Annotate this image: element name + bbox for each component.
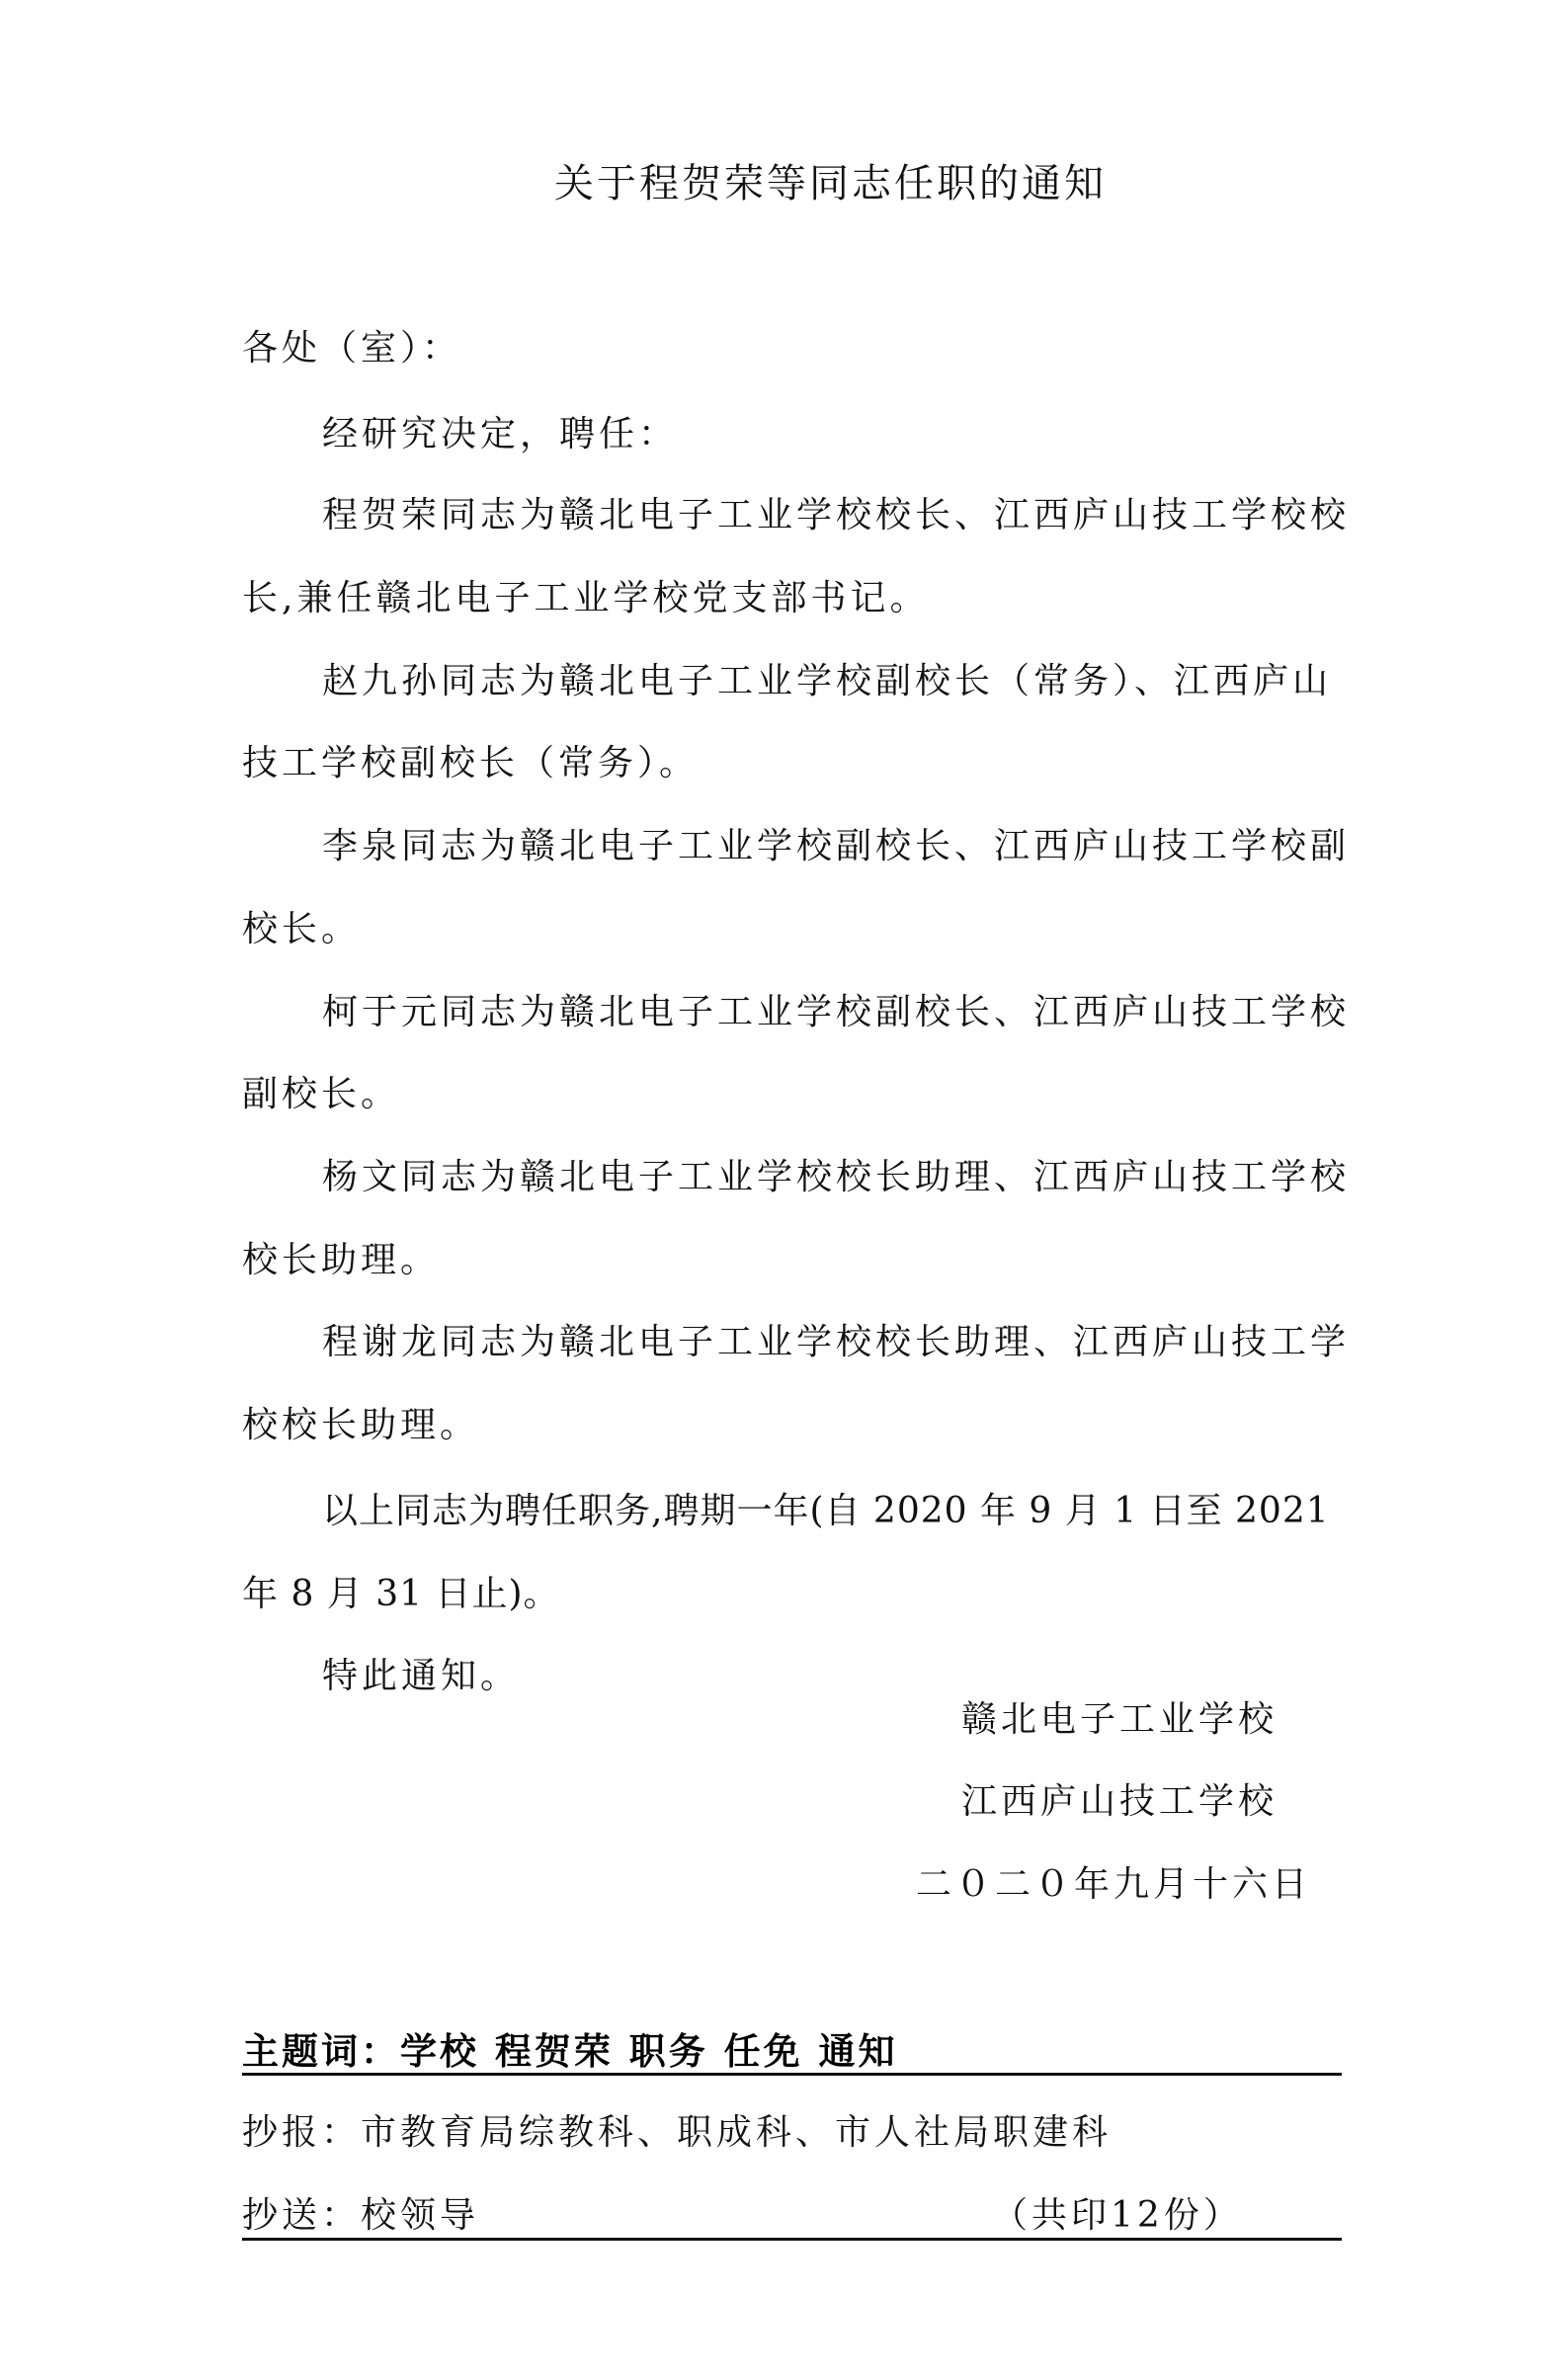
paragraph-line: 杨文同志为赣北电子工业学校校长助理、江西庐山技工学校 [322, 1157, 1351, 1197]
paragraph-line: 校长助理。 [242, 1240, 441, 1280]
paragraph-line: 校长。 [242, 909, 362, 949]
paragraph-line: 李泉同志为赣北电子工业学校副校长、江西庐山技工学校副 [322, 826, 1351, 866]
paragraph-line: 程贺荣同志为赣北电子工业学校校长、江西庐山技工学校校 [322, 495, 1351, 535]
footer-rule-bottom [242, 2238, 1342, 2241]
paragraph-line: 校校长助理。 [242, 1405, 480, 1445]
footer-rule-top [242, 2073, 1342, 2076]
paragraph-line: 副校长。 [242, 1074, 401, 1114]
copies-count: （共印12份） [992, 2195, 1243, 2236]
salutation: 各处（室）： [242, 328, 462, 369]
signature-org-1: 赣北电子工业学校 [961, 1699, 1279, 1740]
signature-date: 二０二０年九月十六日 [916, 1864, 1312, 1905]
cc-report-line: 抄报：市教育局综教科、职成科、市人社局职建科 [242, 2112, 1113, 2153]
paragraph-line: 柯于元同志为赣北电子工业学校副校长、江西庐山技工学校 [322, 992, 1351, 1032]
paragraph-line: 以上同志为聘任职务,聘期一年(自 2020 年 9 月 1 日至 2021 [322, 1491, 1330, 1531]
paragraph-line: 赵九孙同志为赣北电子工业学校副校长（常务）、江西庐山 [322, 661, 1333, 701]
signature-org-2: 江西庐山技工学校 [961, 1781, 1279, 1822]
paragraph-line: 年 8 月 31 日止)。 [242, 1574, 560, 1614]
paragraph-line: 程谢龙同志为赣北电子工业学校校长助理、江西庐山技工学 [322, 1322, 1351, 1362]
cc-send-line: 抄送：校领导 [242, 2195, 480, 2236]
paragraph-line: 技工学校副校长（常务）。 [242, 743, 700, 783]
paragraph-line: 经研究决定，聘任： [322, 414, 679, 454]
keywords-line: 主题词：学校 程贺荣 职务 任免 通知 [242, 2030, 898, 2073]
document-title: 关于程贺荣等同志任职的通知 [554, 161, 1107, 206]
paragraph-line: 特此通知。 [322, 1656, 521, 1696]
paragraph-line: 长,兼任赣北电子工业学校党支部书记。 [242, 578, 930, 618]
